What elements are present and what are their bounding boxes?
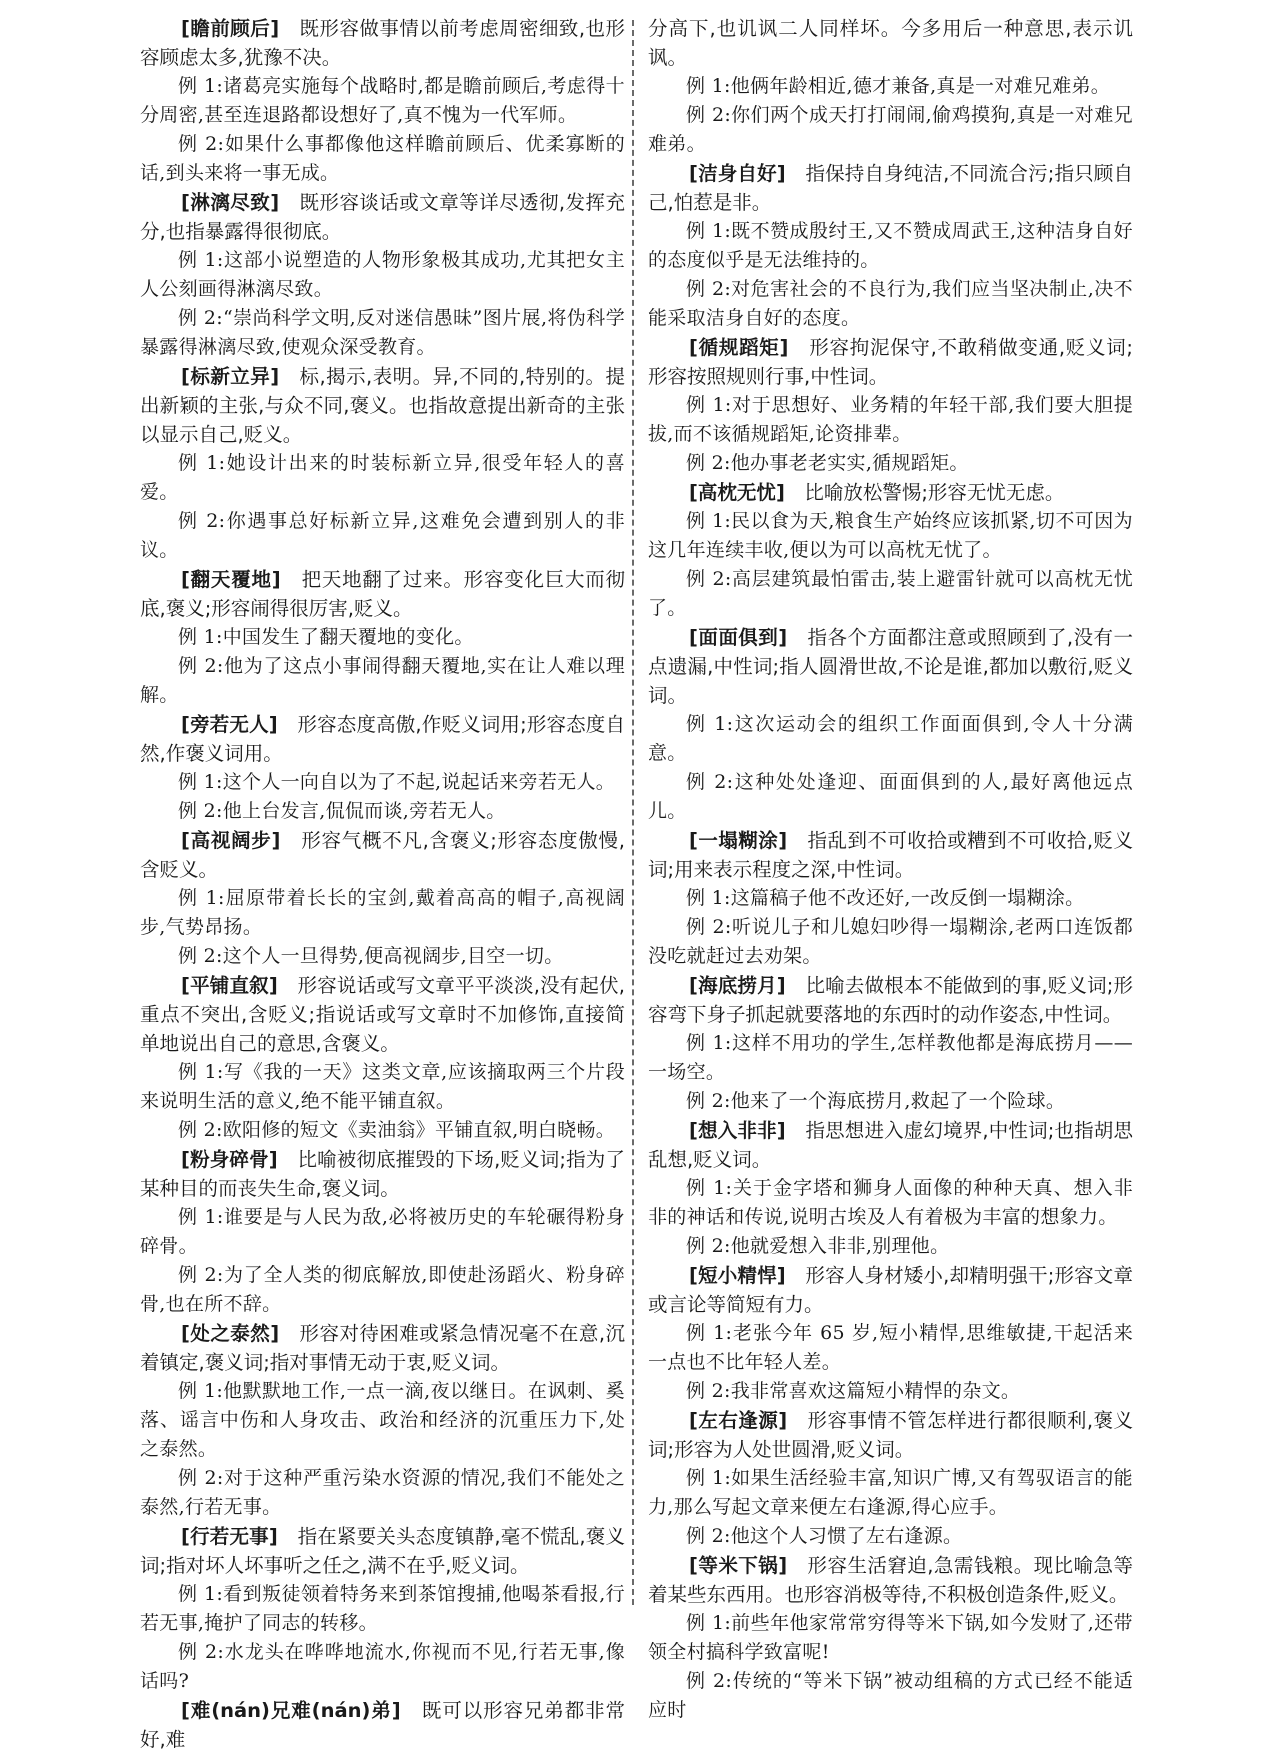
idiom-entry: [140, 1145, 625, 1203]
idiom-entry: [140, 971, 625, 1058]
example-sentence: 例 2:对于这种严重污染水资源的情况,我们不能处之泰然,行若无事。: [140, 1467, 625, 1518]
example-sentence: 例 2:他这个人习惯了左右逢源。: [686, 1525, 963, 1547]
example-sentence: 例 2:这个人一旦得势,便高视阔步,目空一切。: [178, 945, 564, 967]
idiom-entry: [648, 1261, 1133, 1319]
idiom-definition: 把天地翻了过来。形容变化巨大而彻底,褒义;形容闹得很厉害,贬义。: [140, 568, 625, 620]
idiom-entry: [648, 826, 1133, 884]
example-sentence: 例 1:如果生活经验丰富,知识广博,又有驾驭语言的能力,那么写起文章来便左右逢源,得心应手。: [648, 1467, 1133, 1518]
idiom-term-text: 左右逢源: [697, 1409, 779, 1432]
idiom-term: [短小精悍]: [689, 1264, 806, 1287]
example-sentence: 例 1:这样不用功的学生,怎样教他都是海底捞月——一场空。: [648, 1032, 1133, 1083]
example-sentence: 例 2:你遇事总好标新立异,这难免会遭到别人的非议。: [140, 510, 625, 561]
example-sentence: 例 2:听说儿子和儿媳妇吵得一塌糊涂,老两口连饭都没吃就赶过去劝架。: [648, 916, 1133, 967]
idiom-entry: [140, 362, 625, 449]
idiom-term: [想入非非]: [689, 1119, 806, 1142]
idiom-term-text: 瞻前顾后: [189, 17, 271, 40]
idiom-definition: 比喻去做根本不能做到的事,贬义词;形容弯下身子抓起就要落地的东西时的动作姿态,中性词。: [648, 974, 1133, 1026]
example-sentence: 例 1:谁要是与人民为敌,必将被历史的车轮碾得粉身碎骨。: [140, 1206, 625, 1257]
example-sentence: 例 2:水龙头在哗哗地流水,你视而不见,行若无事,像话吗?: [140, 1641, 625, 1692]
idiom-term-text: 面面俱到: [697, 626, 779, 649]
idiom-entry: [140, 1696, 625, 1754]
example-sentence: 例 2:传统的“等米下锅”被动组稿的方式已经不能适应时: [648, 1670, 1133, 1721]
idiom-definition: 既可以形容兄弟都非常好,难: [140, 1699, 625, 1751]
example-sentence: 例 2:对危害社会的不良行为,我们应当坚决制止,决不能采取洁身自好的态度。: [648, 278, 1133, 329]
idiom-entry: [648, 159, 1133, 217]
idiom-term: [平铺直叙]: [181, 974, 298, 997]
idiom-term: [左右逢源]: [689, 1409, 808, 1432]
idiom-term: [处之泰然]: [181, 1322, 300, 1345]
example-sentence: 例 2:我非常喜欢这篇短小精悍的杂文。: [686, 1380, 1021, 1402]
example-sentence: 例 1:既不赞成殷纣王,又不赞成周武王,这种洁身自好的态度似乎是无法维持的。: [648, 220, 1133, 271]
column-divider: [632, 20, 634, 1605]
idiom-entry: [140, 1522, 625, 1580]
idiom-term-text: 海底捞月: [697, 974, 777, 997]
example-sentence: 例 2:他上台发言,侃侃而谈,旁若无人。: [178, 800, 506, 822]
idiom-term-text: 标新立异: [189, 365, 271, 388]
idiom-definition: 指在紧要关头态度镇静,毫不慌乱,褒义词;指对坏人坏事听之任之,满不在乎,贬义词。: [140, 1525, 625, 1577]
idiom-definition: 形容生活窘迫,急需钱粮。现比喻急等着某些东西用。也形容消极等待,不积极创造条件,贬义。: [648, 1554, 1133, 1606]
example-sentence: 例 2:你们两个成天打打闹闹,偷鸡摸狗,真是一对难兄难弟。: [648, 104, 1133, 155]
example-sentence: 例 2:如果什么事都像他这样瞻前顾后、优柔寡断的话,到头来将一事无成。: [140, 133, 625, 184]
idiom-definition: 指各个方面都注意或照顾到了,没有一点遗漏,中性词;指人圆滑世故,不论是谁,都加以敷衍,贬义词。: [648, 626, 1133, 707]
idiom-term-text: 翻天覆地: [189, 568, 272, 591]
idiom-definition: 既形容谈话或文章等详尽透彻,发挥充分,也指暴露得很彻底。: [140, 191, 625, 243]
idiom-term-text: 等米下锅: [697, 1554, 779, 1577]
idiom-definition: 比喻放松警惕;形容无忧无虑。: [804, 481, 1065, 504]
example-sentence: 例 2:欧阳修的短文《卖油翁》平铺直叙,明白晓畅。: [178, 1119, 616, 1141]
idiom-term-text: 高枕无忧: [697, 481, 776, 504]
idiom-term-text: 粉身碎骨: [189, 1148, 269, 1171]
idiom-term-text: 淋漓尽致: [189, 191, 271, 214]
idiom-entry: [648, 1116, 1133, 1174]
idiom-term-text: 高视阔步: [189, 829, 272, 852]
idiom-term: [高视阔步]: [181, 829, 302, 852]
example-sentence: 例 2:他就爱想入非非,别理他。: [686, 1235, 950, 1257]
example-sentence: 例 1:他默默地工作,一点一滴,夜以继日。在讽刺、奚落、谣言中伤和人身攻击、政治和经济的沉重压力下,处之泰然。: [140, 1380, 625, 1460]
idiom-definition: 形容拘泥保守,不敢稍做变通,贬义词;形容按照规则行事,中性词。: [648, 336, 1133, 388]
idiom-term: [洁身自好]: [689, 162, 806, 185]
idiom-term-text: 难(nán)兄难(nán)弟: [189, 1699, 392, 1722]
idiom-definition: 形容说话或写文章平平淡淡,没有起伏,重点不突出,含贬义;指说话或写文章时不加修饰,直接简单地说出自己的意思,含褒义。: [140, 974, 625, 1055]
idiom-term-text: 循规蹈矩: [697, 336, 780, 359]
example-sentence: 例 1:民以食为天,粮食生产始终应该抓紧,切不可因为这几年连续丰收,便以为可以高枕无忧了。: [648, 510, 1133, 561]
idiom-term: [行若无事]: [181, 1525, 298, 1548]
idiom-entry: [140, 826, 625, 884]
idiom-definition: 指乱到不可收拾或糟到不可收拾,贬义词;用来表示程度之深,中性词。: [648, 829, 1133, 881]
idiom-term: [瞻前顾后]: [181, 17, 300, 40]
idiom-definition: 形容态度高傲,作贬义词用;形容态度自然,作褒义词用。: [140, 713, 625, 765]
idiom-term-text: 行若无事: [189, 1525, 269, 1548]
idiom-definition: 比喻被彻底摧毁的下场,贬义词;指为了某种目的而丧失生命,褒义词。: [140, 1148, 625, 1200]
idiom-term: [淋漓尽致]: [181, 191, 300, 214]
idiom-definition: 既形容做事情以前考虑周密细致,也形容顾虑太多,犹豫不决。: [140, 17, 625, 69]
idiom-term: [难(nán)兄难(nán)弟]: [181, 1699, 422, 1722]
idiom-term: [旁若无人]: [181, 713, 298, 736]
example-sentence: 例 2:他办事老老实实,循规蹈矩。: [686, 452, 969, 474]
idiom-definition: 指思想进入虚幻境界,中性词;也指胡思乱想,贬义词。: [648, 1119, 1133, 1171]
example-sentence: 例 2:高层建筑最怕雷击,装上避雷针就可以高枕无忧了。: [648, 568, 1133, 619]
idiom-definition: 形容人身材矮小,却精明强干;形容文章或言论等简短有力。: [648, 1264, 1133, 1316]
idiom-term: [一塌糊涂]: [689, 829, 808, 852]
idiom-entry: [140, 565, 625, 623]
example-sentence: 例 1:这部小说塑造的人物形象极其成功,尤其把女主人公刻画得淋漓尽致。: [140, 249, 625, 300]
idiom-definition: 指保持自身纯洁,不同流合污;指只顾自己,怕惹是非。: [648, 162, 1133, 214]
example-sentence: 例 1:他俩年龄相近,德才兼备,真是一对难兄难弟。: [686, 75, 1111, 97]
example-sentence: 例 1:看到叛徒领着特务来到茶馆搜捕,他喝茶看报,行若无事,掩护了同志的转移。: [140, 1583, 625, 1634]
example-sentence: 例 1:这个人一向自以为了不起,说起话来旁若无人。: [178, 771, 616, 793]
idiom-definition: 标,揭示,表明。异,不同的,特别的。提出新颖的主张,与众不同,褒义。也指故意提出新奇的主张以显示自己,贬义。: [140, 365, 625, 446]
idiom-term: [循规蹈矩]: [689, 336, 810, 359]
example-sentence: 例 2:他来了一个海底捞月,救起了一个险球。: [686, 1090, 1066, 1112]
idiom-entry: [648, 1551, 1133, 1609]
example-sentence: 例 2:为了全人类的彻底解放,即使赴汤蹈火、粉身碎骨,也在所不辞。: [140, 1264, 625, 1315]
idiom-term: [翻天覆地]: [181, 568, 302, 591]
example-sentence: 例 1:对于思想好、业务精的年轻干部,我们要大胆提拔,而不该循规蹈矩,论资排辈。: [648, 394, 1133, 445]
idiom-entry: [648, 478, 1133, 507]
idiom-term: [海底捞月]: [689, 974, 806, 997]
example-sentence: 例 1:中国发生了翻天覆地的变化。: [178, 626, 474, 648]
example-sentence: 例 1:写《我的一天》这类文章,应该摘取两三个片段来说明生活的意义,绝不能平铺直叙。: [140, 1061, 625, 1112]
idiom-entry: [648, 333, 1133, 391]
idiom-term-text: 平铺直叙: [189, 974, 269, 997]
idiom-entry: [648, 1406, 1133, 1464]
idiom-entry: [140, 710, 625, 768]
example-sentence: 例 1:她设计出来的时装标新立异,很受年轻人的喜爱。: [140, 452, 625, 503]
idiom-definition: 形容气概不凡,含褒义;形容态度傲慢,含贬义。: [140, 829, 625, 881]
left-column: [140, 14, 625, 1754]
example-sentence: 例 1:老张今年 65 岁,短小精悍,思维敏捷,干起活来一点也不比年轻人差。: [648, 1322, 1133, 1373]
example-sentence: 例 1:这次运动会的组织工作面面俱到,令人十分满意。: [648, 713, 1133, 764]
idiom-entry: [140, 1319, 625, 1377]
idiom-term: [面面俱到]: [689, 626, 808, 649]
example-sentence: 例 2:“崇尚科学文明,反对迷信愚昧”图片展,将伪科学暴露得淋漓尽致,使观众深受教育。: [140, 307, 625, 358]
idiom-term: [高枕无忧]: [689, 481, 805, 504]
example-sentence: 例 2:他为了这点小事闹得翻天覆地,实在让人难以理解。: [140, 655, 625, 706]
idiom-term-text: 旁若无人: [189, 713, 269, 736]
idiom-entry: [140, 188, 625, 246]
example-sentence: 例 2:这种处处逢迎、面面俱到的人,最好离他远点儿。: [648, 771, 1133, 822]
idiom-term-text: 短小精悍: [697, 1264, 777, 1287]
idiom-term-text: 洁身自好: [697, 162, 777, 185]
idiom-entry: [648, 971, 1133, 1029]
idiom-term-text: 想入非非: [697, 1119, 777, 1142]
idiom-term: [标新立异]: [181, 365, 300, 388]
example-sentence: 例 1:屈原带着长长的宝剑,戴着高高的帽子,高视阔步,气势昂扬。: [140, 887, 625, 938]
idiom-term-text: 一塌糊涂: [697, 829, 779, 852]
idiom-definition: 形容事情不管怎样进行都很顺利,褒义词;形容为人处世圆滑,贬义词。: [648, 1409, 1133, 1461]
example-sentence: 例 1:这篇稿子他不改还好,一改反倒一塌糊涂。: [686, 887, 1085, 909]
example-sentence: 例 1:诸葛亮实施每个战略时,都是瞻前顾后,考虑得十分周密,甚至连退路都设想好了,真不愧为一代军师。: [140, 75, 625, 126]
idiom-entry: [648, 623, 1133, 710]
right-column: [648, 14, 1133, 1725]
continued-definition: 分高下,也讥讽二人同样坏。今多用后一种意思,表示讥讽。: [648, 17, 1133, 69]
idiom-term: [等米下锅]: [689, 1554, 808, 1577]
example-sentence: 例 1:前些年他家常常穷得等米下锅,如今发财了,还带领全村搞科学致富呢!: [648, 1612, 1133, 1663]
idiom-entry: [140, 14, 625, 72]
idiom-term: [粉身碎骨]: [181, 1148, 298, 1171]
example-sentence: 例 1:关于金字塔和狮身人面像的种种天真、想入非非的神话和传说,说明古埃及人有着极为丰富的想象力。: [648, 1177, 1133, 1228]
idiom-definition: 形容对待困难或紧急情况毫不在意,沉着镇定,褒义词;指对事情无动于衷,贬义词。: [140, 1322, 625, 1374]
idiom-term-text: 处之泰然: [189, 1322, 271, 1345]
